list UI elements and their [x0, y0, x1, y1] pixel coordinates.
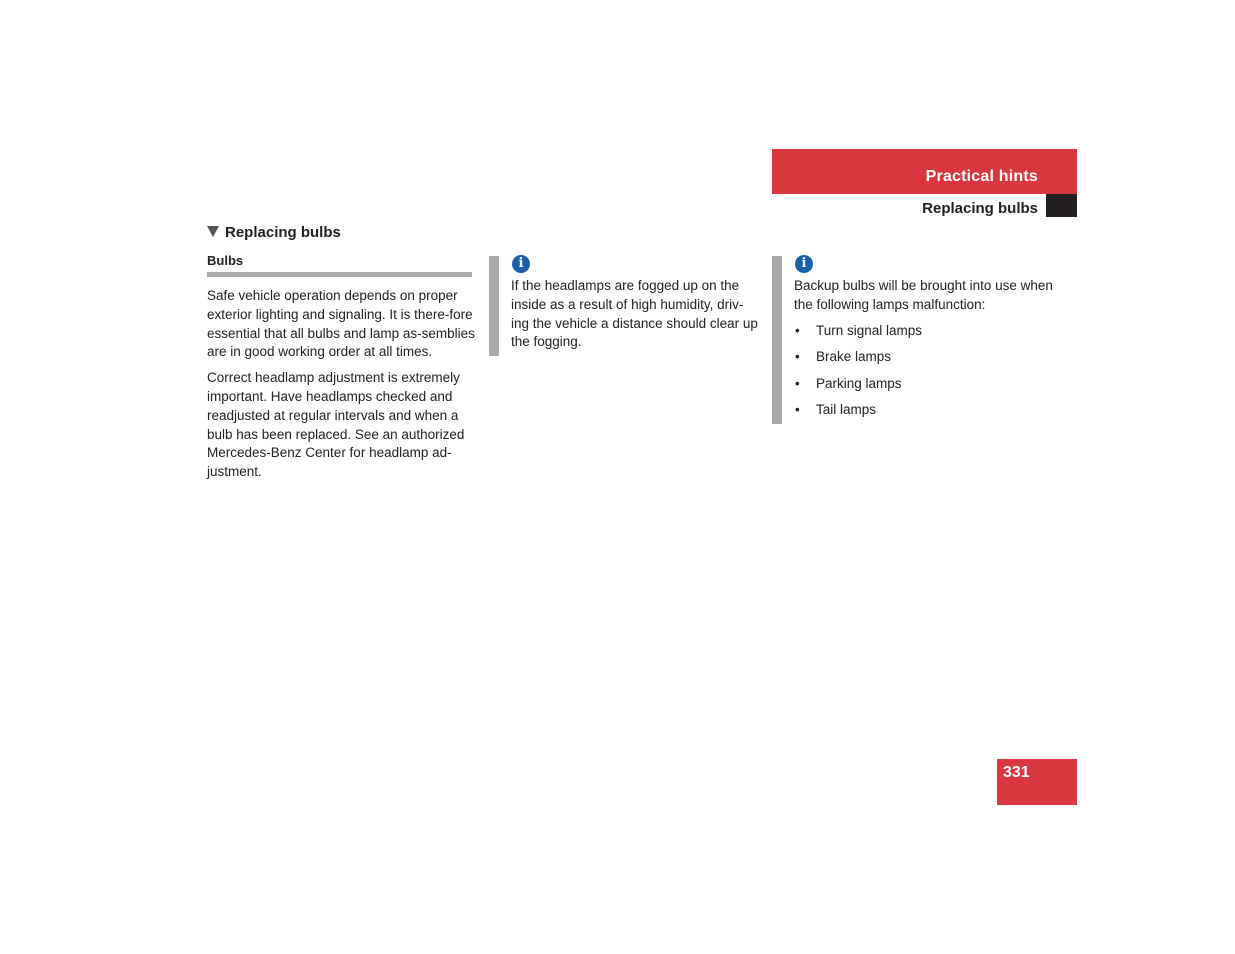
chapter-header-bar [772, 149, 1077, 194]
lamp-list [794, 322, 1054, 428]
info-icon: i [795, 255, 813, 273]
section-marker-block [1046, 194, 1077, 217]
info-note-intro: Backup bulbs will be brought into use when the following lamps malfunction: [794, 278, 1053, 312]
page-number-box [997, 759, 1077, 805]
list-item: • Tail lamps [794, 401, 1054, 428]
chapter-title: Practical hints [925, 168, 1038, 185]
list-item: • Brake lamps [794, 348, 1054, 375]
body-text [207, 287, 475, 489]
paragraph: Correct headlamp adjustment is extremely important. Have headlamps checked and readjusted at regular intervals and when a bulb has been replaced. See an authorized Mercedes-Benz Center for headlamp ad-justment. [207, 370, 465, 480]
triangle-down-icon [207, 226, 219, 237]
paragraph: Safe vehicle operation depends on proper exterior lighting and signaling. It is there-fore essential that all bulbs and lamp as-semblies are in good working order at all times. [207, 288, 475, 360]
page-number: 331 [1003, 764, 1030, 781]
info-note-fogging [511, 277, 761, 352]
section-heading [207, 224, 341, 241]
section-heading-text: Replacing bulbs [225, 224, 341, 241]
section-title: Replacing bulbs [922, 200, 1038, 217]
list-item: • Turn signal lamps [794, 322, 1054, 349]
info-bar [772, 256, 782, 424]
info-icon: i [512, 255, 530, 273]
info-note-text: If the headlamps are fogged up on the inside as a result of high humidity, driv-ing the vehicle a distance should clear up the fogging. [511, 278, 758, 350]
subheading-bulbs: Bulbs [207, 253, 472, 277]
list-item: • Parking lamps [794, 375, 1054, 402]
info-bar [489, 256, 499, 356]
info-note-backup-bulbs [794, 277, 1054, 428]
